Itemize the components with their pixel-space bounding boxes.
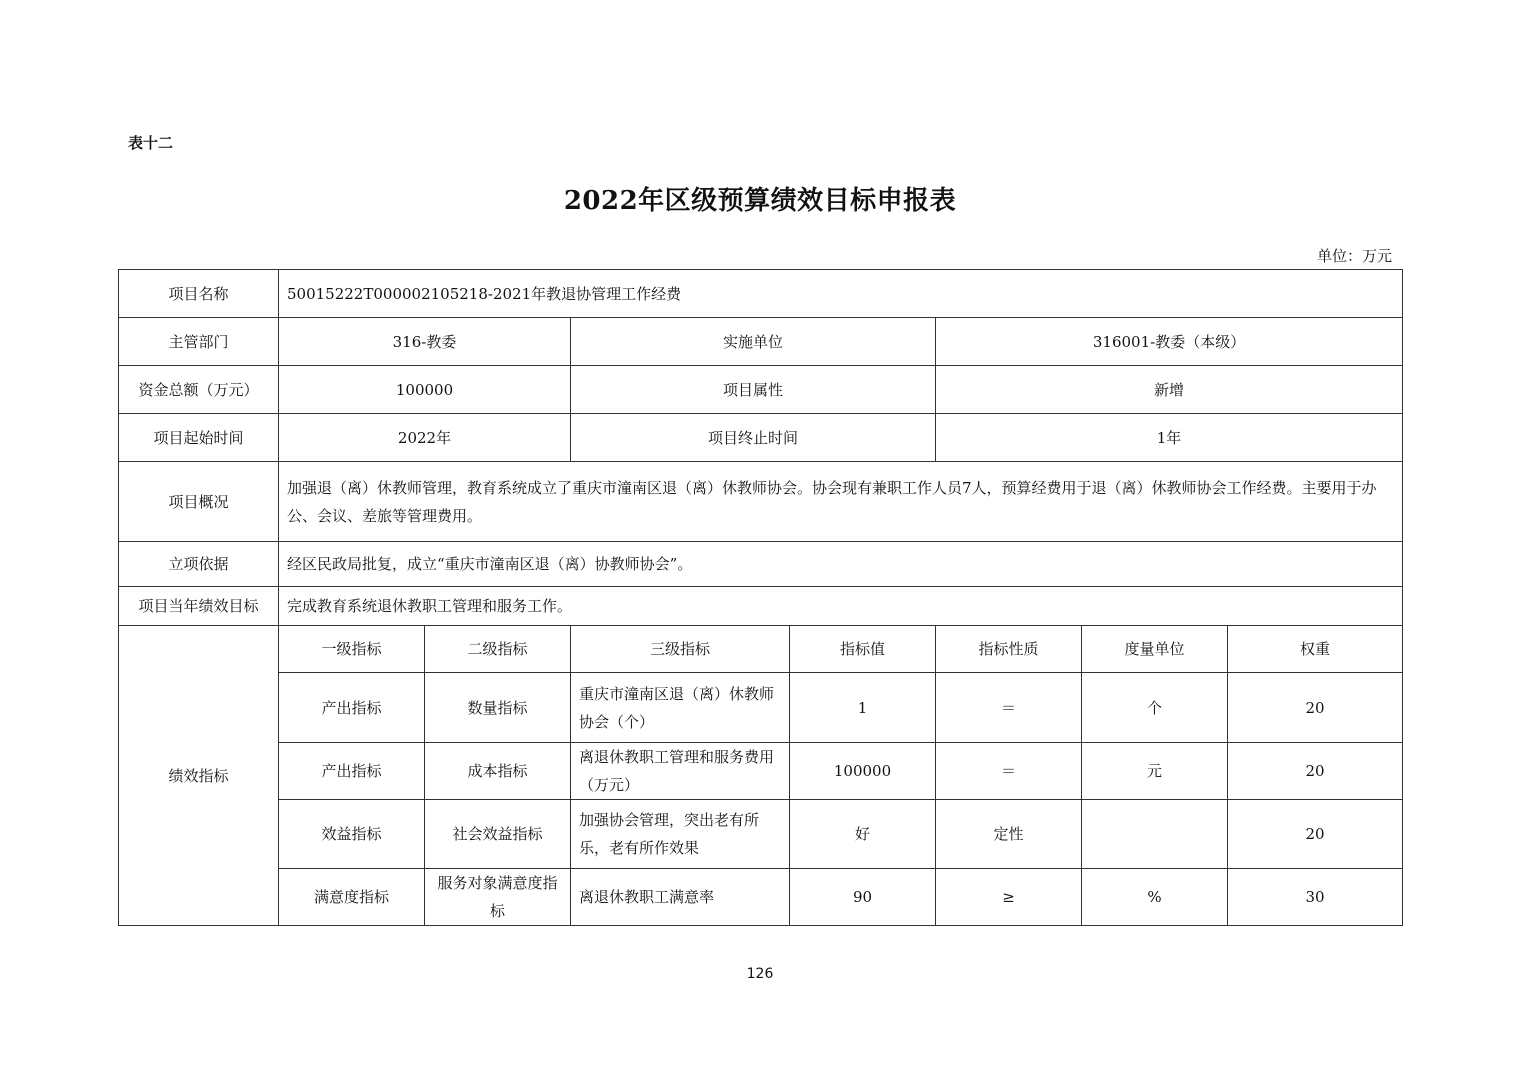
fund-value: 100000 — [279, 366, 571, 414]
fund-label: 资金总额（万元） — [119, 366, 279, 414]
nature-cell: 定性 — [936, 800, 1082, 869]
row-project-name — [119, 270, 1403, 318]
nature-cell: ＝ — [936, 673, 1082, 743]
project-name-label: 项目名称 — [119, 270, 279, 318]
row-department — [119, 318, 1403, 366]
header-level2: 二级指标 — [425, 626, 571, 673]
unit-cell — [1082, 800, 1228, 869]
level3-cell: 离退休教职工管理和服务费用（万元） — [571, 743, 790, 800]
basis-value: 经区民政局批复，成立“重庆市潼南区退（离）协教师协会”。 — [279, 542, 1403, 587]
attr-value: 新增 — [936, 366, 1403, 414]
header-unit: 度量单位 — [1082, 626, 1228, 673]
table-row — [119, 743, 1403, 800]
start-label: 项目起始时间 — [119, 414, 279, 462]
level1-cell: 产出指标 — [279, 743, 425, 800]
value-cell: 90 — [790, 869, 936, 926]
budget-report-table — [118, 269, 1403, 926]
level1-cell: 满意度指标 — [279, 869, 425, 926]
indicators-section-label: 绩效指标 — [119, 626, 279, 926]
header-value: 指标值 — [790, 626, 936, 673]
level2-cell: 成本指标 — [425, 743, 571, 800]
level3-cell: 离退休教职工满意率 — [571, 869, 790, 926]
level1-cell: 效益指标 — [279, 800, 425, 869]
unit-cell: % — [1082, 869, 1228, 926]
goal-value: 完成教育系统退休教职工管理和服务工作。 — [279, 587, 1403, 626]
attr-label: 项目属性 — [571, 366, 936, 414]
unit-note: 单位：万元 — [1316, 247, 1392, 265]
level2-cell: 服务对象满意度指标 — [425, 869, 571, 926]
table-row — [119, 869, 1403, 926]
weight-cell: 20 — [1228, 743, 1403, 800]
table-row — [119, 800, 1403, 869]
row-period — [119, 414, 1403, 462]
unit-cell: 个 — [1082, 673, 1228, 743]
row-fund — [119, 366, 1403, 414]
value-cell: 好 — [790, 800, 936, 869]
header-nature: 指标性质 — [936, 626, 1082, 673]
weight-cell: 20 — [1228, 800, 1403, 869]
header-level3: 三级指标 — [571, 626, 790, 673]
overview-label: 项目概况 — [119, 462, 279, 542]
weight-cell: 20 — [1228, 673, 1403, 743]
table-row — [119, 673, 1403, 743]
page-number: 126 — [746, 966, 774, 982]
goal-label: 项目当年绩效目标 — [119, 587, 279, 626]
nature-cell: ≥ — [936, 869, 1082, 926]
header-level1: 一级指标 — [279, 626, 425, 673]
dept-value: 316-教委 — [279, 318, 571, 366]
header-weight: 权重 — [1228, 626, 1403, 673]
row-basis — [119, 542, 1403, 587]
indicator-header-row — [119, 626, 1403, 673]
level3-cell: 加强协会管理，突出老有所乐，老有所作效果 — [571, 800, 790, 869]
dept-label: 主管部门 — [119, 318, 279, 366]
overview-value: 加强退（离）休教师管理，教育系统成立了重庆市潼南区退（离）休教师协会。协会现有兼职工作人员7人，预算经费用于退（离）休教师协会工作经费。主要用于办公、会议、差旅等管理费用。 — [279, 462, 1403, 542]
nature-cell: ＝ — [936, 743, 1082, 800]
level2-cell: 数量指标 — [425, 673, 571, 743]
table-label: 表十二 — [128, 134, 174, 152]
basis-label: 立项依据 — [119, 542, 279, 587]
level1-cell: 产出指标 — [279, 673, 425, 743]
unit-cell: 元 — [1082, 743, 1228, 800]
page-title: 2022年区级预算绩效目标申报表 — [563, 186, 957, 216]
project-name-value: 50015222T000002105218-2021年教退协管理工作经费 — [279, 270, 1403, 318]
level2-cell: 社会效益指标 — [425, 800, 571, 869]
weight-cell: 30 — [1228, 869, 1403, 926]
row-goal — [119, 587, 1403, 626]
impl-label: 实施单位 — [571, 318, 936, 366]
value-cell: 1 — [790, 673, 936, 743]
impl-value: 316001-教委（本级） — [936, 318, 1403, 366]
value-cell: 100000 — [790, 743, 936, 800]
end-value: 1年 — [936, 414, 1403, 462]
start-value: 2022年 — [279, 414, 571, 462]
level3-cell: 重庆市潼南区退（离）休教师协会（个） — [571, 673, 790, 743]
row-overview — [119, 462, 1403, 542]
end-label: 项目终止时间 — [571, 414, 936, 462]
